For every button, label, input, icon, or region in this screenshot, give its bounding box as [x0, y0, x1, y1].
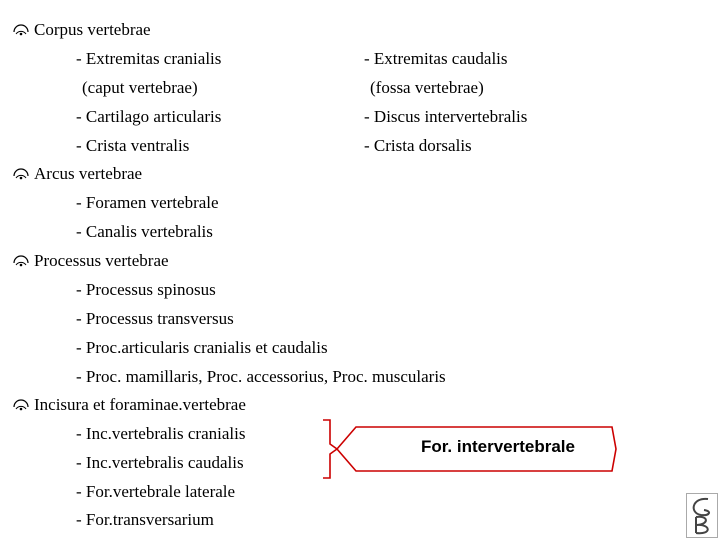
incisura-item: - For.vertebrale laterale — [76, 482, 236, 501]
corpus-left-item: (caput vertebrae) — [82, 78, 198, 97]
processus-item: - Processus transversus — [76, 309, 234, 328]
section-title: Incisura et foraminae.vertebrae — [34, 395, 246, 414]
corpus-left-item: - Extremitas cranialis — [76, 49, 222, 68]
callout-label: For. intervertebrale — [420, 437, 575, 456]
corpus-right-item: - Extremitas caudalis — [364, 49, 508, 68]
bullet-icon — [12, 167, 32, 183]
corpus-right-item: - Crista dorsalis — [364, 136, 472, 155]
processus-item: - Proc.articularis cranialis et caudalis — [76, 338, 328, 357]
bullet-icon — [12, 254, 32, 270]
section-title: Processus vertebrae — [34, 251, 169, 270]
bullet-icon — [12, 23, 32, 39]
section-heading-corpus — [12, 20, 151, 40]
arcus-item: - Canalis vertebralis — [76, 222, 213, 241]
section-heading-processus — [12, 251, 169, 271]
arcus-item: - Foramen vertebrale — [76, 193, 219, 212]
section-title: Arcus vertebrae — [34, 164, 143, 183]
corpus-right-item: - Discus intervertebralis — [364, 107, 528, 126]
bullet-icon — [12, 398, 32, 414]
corpus-left-item: - Cartilago articularis — [76, 107, 222, 126]
corpus-right-item: (fossa vertebrae) — [370, 78, 484, 97]
section-heading-arcus — [12, 164, 142, 184]
processus-item: - Proc. mamillaris, Proc. accessorius, Proc. muscularis — [76, 367, 446, 386]
section-title: Corpus vertebrae — [34, 20, 151, 39]
section-heading-incisura — [12, 395, 246, 415]
incisura-item: - For.transversarium — [76, 510, 214, 529]
incisura-item: - Inc.vertebralis cranialis — [76, 424, 246, 443]
incisura-item: - Inc.vertebralis caudalis — [76, 453, 244, 472]
corpus-left-item: - Crista ventralis — [76, 136, 190, 155]
logo — [686, 493, 718, 538]
processus-item: - Processus spinosus — [76, 280, 216, 299]
